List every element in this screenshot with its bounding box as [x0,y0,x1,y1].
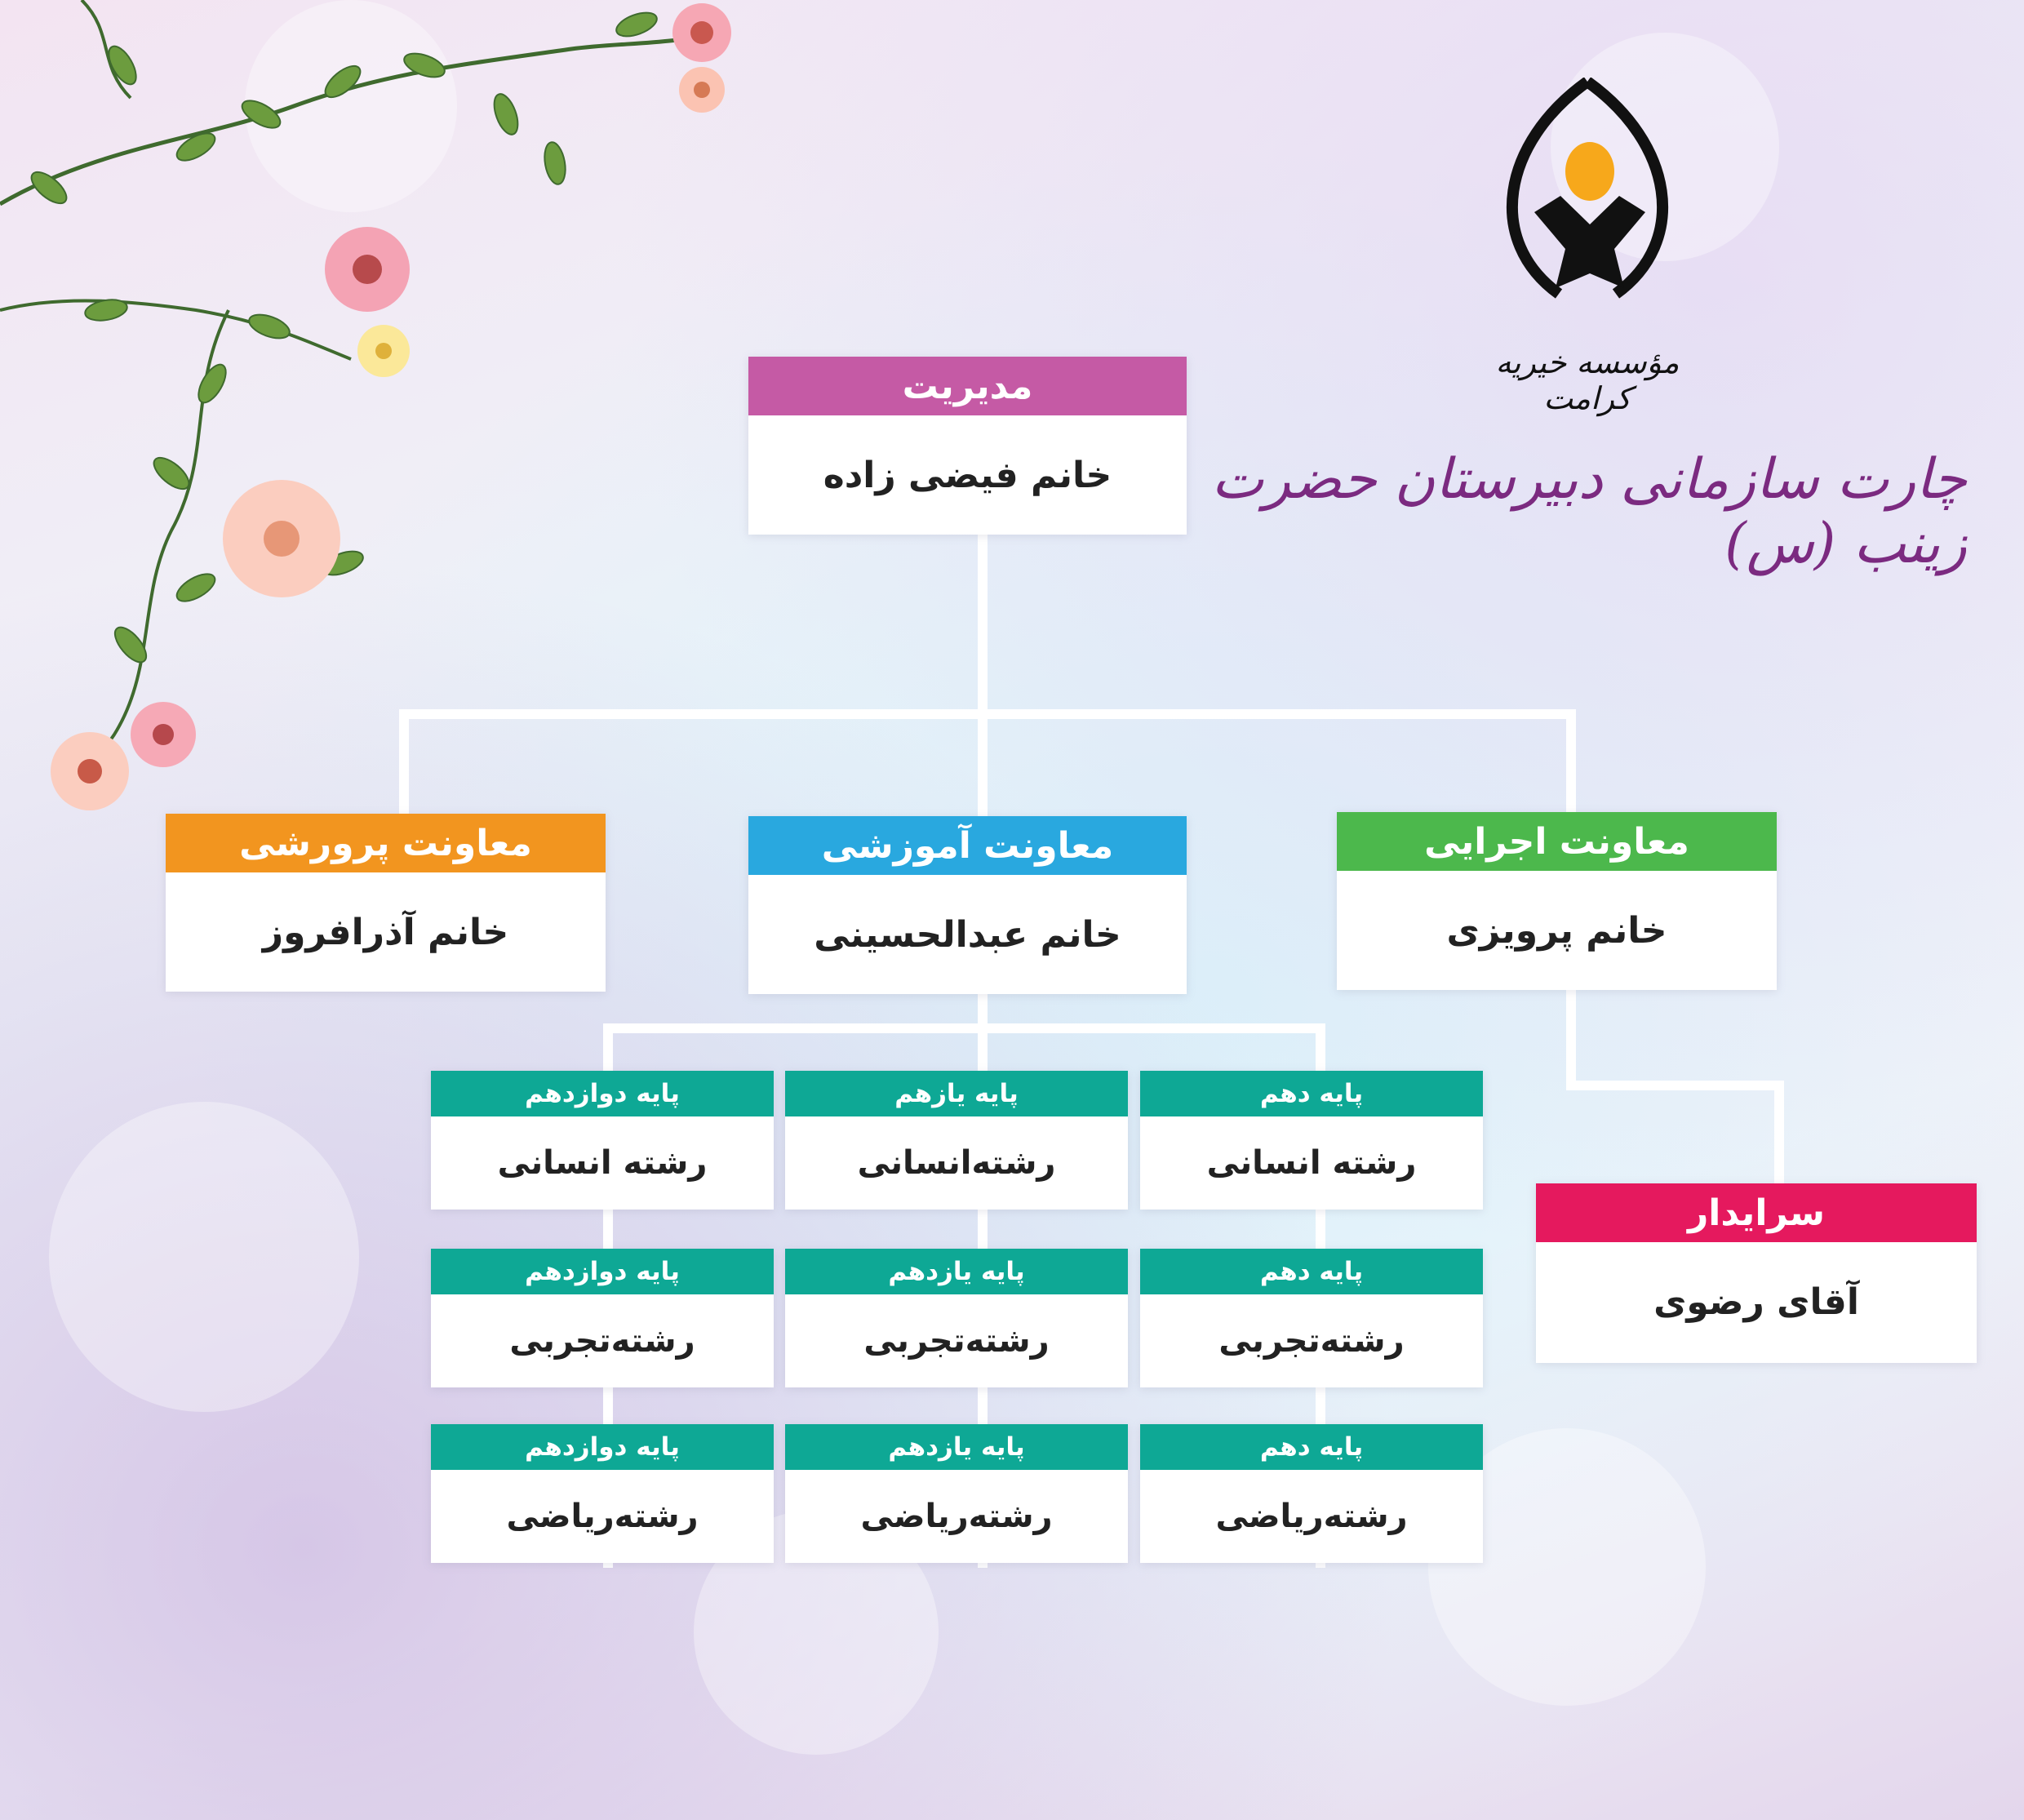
caretaker-box [1536,1183,1977,1363]
management-role: مدیریت [748,357,1187,415]
field-label: رشته‌ریاضی [506,1498,699,1535]
grade-box [431,1071,774,1210]
executive-deputy-name: خانم پرویزی [1446,909,1667,952]
field-label: رشته‌ریاضی [1215,1498,1408,1535]
grade-box [785,1249,1128,1387]
grade-box [785,1424,1128,1563]
field-label: رشته انسانی [497,1144,708,1182]
grade-label: پایه دهم [1140,1424,1483,1470]
education-deputy-name: خانم عبدالحسینی [814,913,1121,956]
grade-box [431,1424,774,1563]
grade-label: پایه دهم [1140,1249,1483,1294]
training-deputy-box [166,814,606,992]
management-box [748,357,1187,535]
grade-label: پایه دوازدهم [431,1071,774,1116]
field-label: رشته‌ریاضی [860,1498,1053,1535]
field-label: رشته‌تجربی [1218,1322,1405,1360]
grade-label: پایه یازهم [785,1071,1128,1116]
grade-label: پایه یازدهم [785,1249,1128,1294]
education-deputy-role: معاونت آموزشی [748,816,1187,875]
training-deputy-role: معاونت پرورشی [166,814,606,872]
institute-name: مؤسسه خیریه کرامت [1495,344,1680,416]
caretaker-name: آقای رضوی [1653,1281,1859,1323]
executive-deputy-role: معاونت اجرایی [1337,812,1777,871]
page-title: چارت سازمانی دبیرستان حضرت زینب (س) [1211,447,1967,576]
field-label: رشته‌انسانی [857,1144,1056,1182]
grade-box [431,1249,774,1387]
grade-box [785,1071,1128,1210]
education-deputy-box [748,816,1187,994]
grade-label: پایه یازدهم [785,1424,1128,1470]
grade-label: پایه دوازدهم [431,1249,774,1294]
field-label: رشته‌تجربی [509,1322,695,1360]
grade-box [1140,1249,1483,1387]
management-name: خانم فیضی زاده [823,454,1112,496]
executive-deputy-box [1337,812,1777,990]
training-deputy-name: خانم آذرافروز [262,911,509,953]
grade-label: پایه دوازدهم [431,1424,774,1470]
grade-box [1140,1424,1483,1563]
caretaker-role: سرایدار [1536,1183,1977,1242]
field-label: رشته‌تجربی [863,1322,1050,1360]
field-label: رشته انسانی [1206,1144,1417,1182]
grade-box [1140,1071,1483,1210]
grade-label: پایه دهم [1140,1071,1483,1116]
